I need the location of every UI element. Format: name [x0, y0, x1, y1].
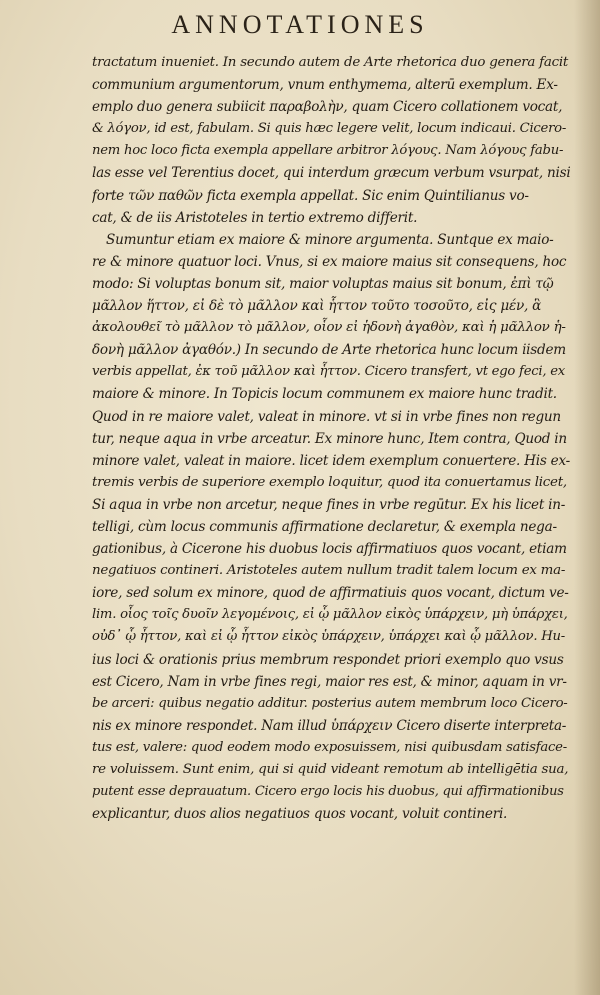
- text-line: tur, neque aqua in vrbe arceatur. Ex minore hunc, Item contra, Quod in: [92, 430, 567, 447]
- text-line: Quod in re maiore valet, valeat in minore. vt si in vrbe fines non regun: [92, 408, 561, 425]
- text-line: ius loci & orationis prius membrum respondet priori exemplo quo vsus: [92, 651, 564, 668]
- text-line: verbis appellat, ἐκ τοῦ μᾶλλον καὶ ἧττον. Cicero transfert, vt ego feci, ex: [92, 364, 565, 380]
- text-line: nis ex minore respondet. Nam illud ὑπάρχειν Cicero diserte interpreta-: [92, 717, 567, 734]
- text-line: tractatum inueniet. In secundo autem de Arte rhetorica duo genera facit: [92, 55, 568, 70]
- text-line: re voluissem. Sunt enim, qui si quid videant remotum ab intelligētia sua,: [92, 762, 569, 777]
- text-line: re & minore quatuor loci. Vnus, si ex maiore maius sit consequens, hoc: [92, 253, 567, 270]
- text-line: Si aqua in vrbe non arcetur, neque fines in vrbe regūtur. Ex his licet in-: [92, 496, 566, 513]
- text-line: modo: Si voluptas bonum sit, maior voluptas maius sit bonum, ἐπὶ τῷ: [92, 275, 554, 292]
- text-line: est Cicero, Nam in vrbe fines regi, maior res est, & minor, aquam in vr-: [92, 673, 567, 690]
- text-line: communium argumentorum, vnum enthymema, alterū exemplum. Ex-: [92, 77, 558, 94]
- text-line: be arceri: quibus negatio additur. posterius autem membrum loco Cicero-: [92, 695, 568, 711]
- text-line: lim. οἷος τοῖς δυοῖν λεγομένοις, εἰ ᾧ μᾶλλον εἰκὸς ὑπάρχειν, μὴ ὑπάρχει,: [92, 607, 568, 623]
- text-line: telligi, cùm locus communis affirmatione declaretur, & exempla nega-: [92, 518, 557, 535]
- text-line: cat, & de iis Aristoteles in tertio extremo differit.: [92, 209, 418, 226]
- page-gutter-shadow: [574, 0, 600, 995]
- text-line: las esse vel Terentius docet, qui interdum græcum verbum vsurpat, nisi: [92, 165, 570, 182]
- text-line: explicantur, duos alios negatiuos quos vocant, voluit contineri.: [92, 806, 508, 823]
- text-line: tremis verbis de superiore exemplo loquitur, quod ita conuertamus licet,: [92, 474, 567, 490]
- text-line: putent esse deprauatum. Cicero ergo locis his duobus, qui affirmationibus: [92, 784, 564, 800]
- text-line: & λόγον, id est, fabulam. Si quis hæc legere velit, locum indicaui. Cicero-: [92, 121, 567, 137]
- text-line: forte τῶν παθῶν ficta exempla appellat. Sic enim Quintilianus vo-: [92, 187, 529, 204]
- text-line: ἀκολουθεῖ τὸ μᾶλλον τὸ μᾶλλον, οἷον εἰ ἡδονὴ ἀγαθὸν, καὶ ἡ μᾶλλον ἡ-: [92, 320, 566, 336]
- text-line: maiore & minore. In Topicis locum communem ex maiore hunc tradit.: [92, 386, 557, 403]
- text-line: minore valet, valeat in maiore. licet idem exemplum conuertere. His ex-: [92, 452, 570, 469]
- text-line: negatiuos contineri. Aristoteles autem nullum tradit talem locum ex ma-: [92, 563, 566, 579]
- text-line: δονὴ μᾶλλον ἀγαθόν.) In secundo de Arte rhetorica hunc locum iisdem: [92, 342, 566, 359]
- text-line: iore, sed solum ex minore, quod de affirmatiuis quos vocant, dictum ve-: [92, 585, 569, 602]
- text-line: emplo duo genera subiicit παραβολὴν, quam Cicero collationem vocat,: [92, 99, 563, 116]
- text-line: οὐδ᾽ ᾧ ἧττον, καὶ εἰ ᾧ ἧττον εἰκὸς ὑπάρχειν, ὑπάρχει καὶ ᾧ μᾶλλον. Hu-: [92, 629, 565, 645]
- text-line: Sumuntur etiam ex maiore & minore argumenta. Suntque ex maio-: [106, 231, 554, 248]
- text-line: tus est, valere: quod eodem modo exposuissem, nisi quibusdam satisface-: [92, 739, 567, 755]
- text-line: μᾶλλον ἥττον, εἰ δὲ τὸ μᾶλλον καὶ ἧττον τοῦτο τοσοῦτο, εἰς μέν, ἃ: [92, 298, 542, 315]
- text-body: [92, 52, 570, 825]
- text-line: nem hoc loco ficta exempla appellare arbitror λόγους. Nam λόγους fabu-: [92, 143, 564, 159]
- running-head: ANNOTATIONES: [171, 10, 429, 39]
- text-line: gationibus, à Cicerone his duobus locis affirmatiuos quos vocant, etiam: [92, 541, 567, 558]
